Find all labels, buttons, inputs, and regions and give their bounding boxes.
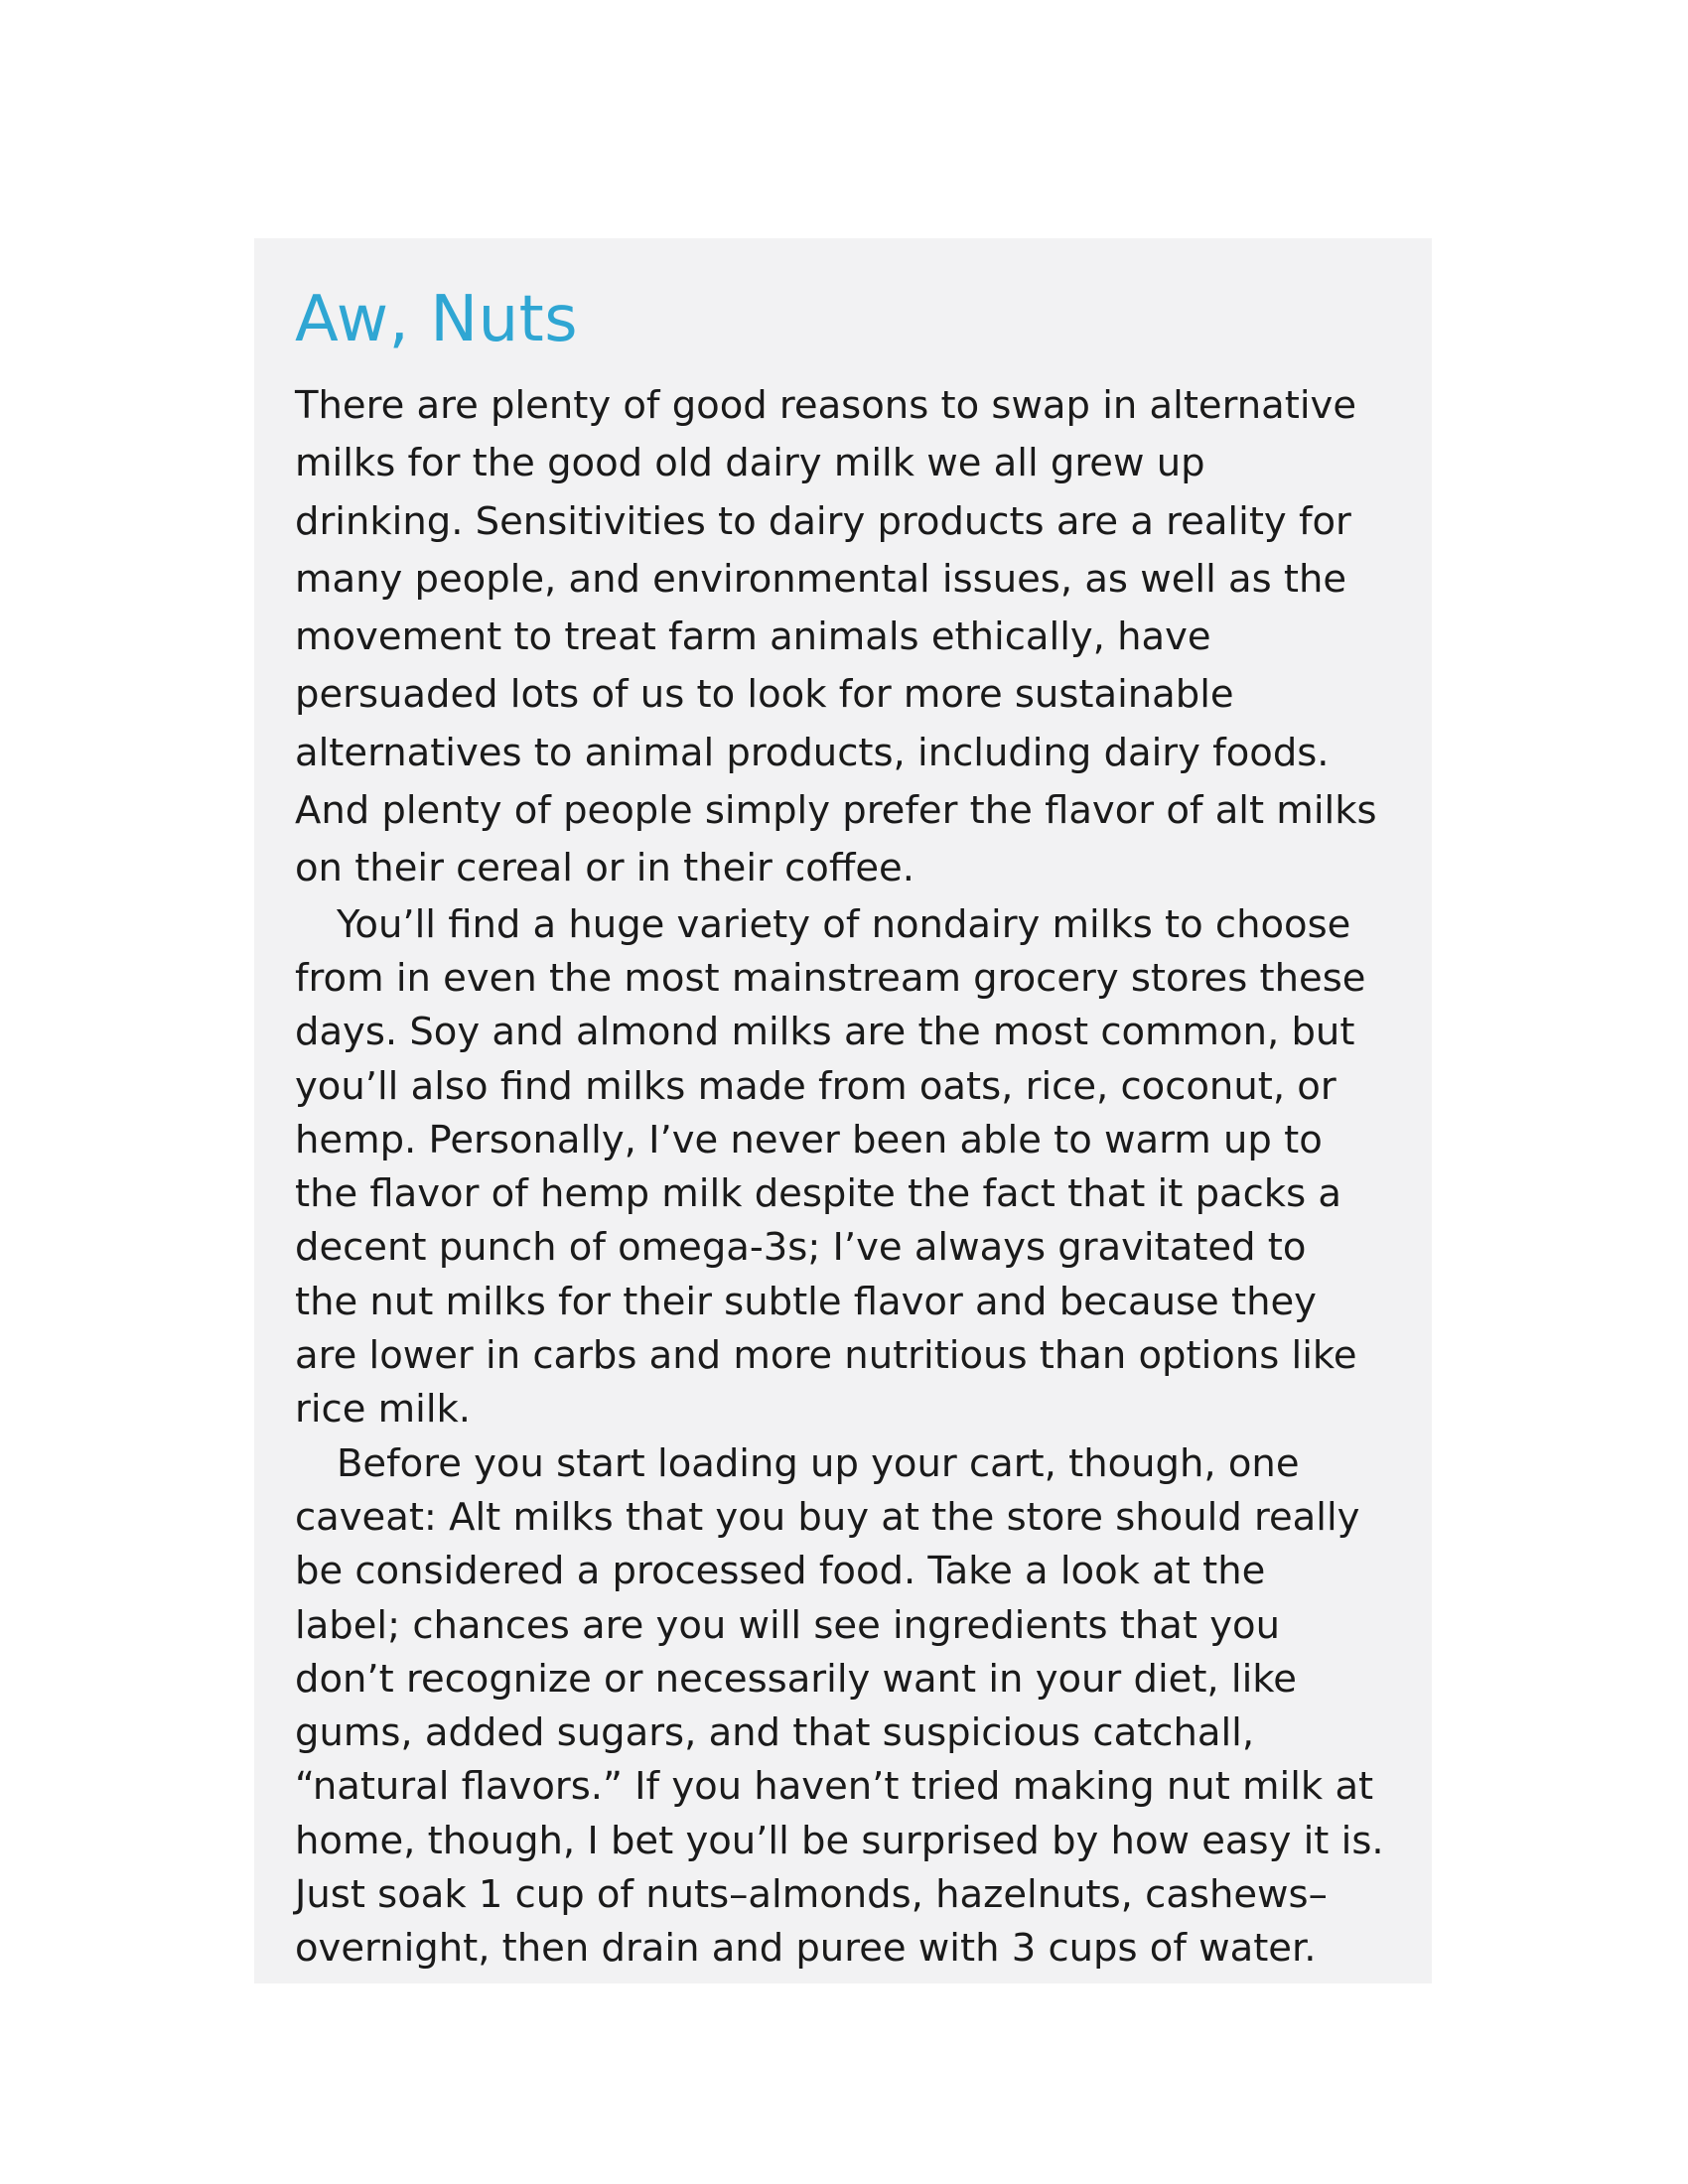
text-line: And plenty of people simply prefer the flavor of alt milks	[295, 788, 1377, 834]
paragraph-3	[295, 1437, 1404, 1977]
text-line: movement to treat farm animals ethically, have	[295, 614, 1211, 660]
text-line: you’ll also find milks made from oats, rice, coconut, or	[295, 1063, 1336, 1109]
text-line: milks for the good old dairy milk we all grew up	[295, 441, 1205, 486]
paragraph-2	[295, 898, 1404, 1437]
text-line: the nut milks for their subtle flavor and because they	[295, 1279, 1317, 1324]
text-line: persuaded lots of us to look for more sustainable	[295, 672, 1234, 718]
text-line: from in even the most mainstream grocery stores these	[295, 955, 1366, 1001]
text-line: You’ll find a huge variety of nondairy milks to choose	[337, 901, 1351, 947]
text-line: gums, added sugars, and that suspicious catchall,	[295, 1710, 1255, 1756]
text-line: the flavor of hemp milk despite the fact that it packs a	[295, 1171, 1341, 1217]
text-line: days. Soy and almond milks are the most common, but	[295, 1010, 1355, 1055]
text-line: decent punch of omega-3s; I’ve always gravitated to	[295, 1225, 1307, 1271]
text-line: There are plenty of good reasons to swap in alternative	[295, 383, 1357, 428]
text-line: rice milk.	[295, 1387, 472, 1433]
text-line: caveat: Alt milks that you buy at the store should really	[295, 1494, 1360, 1540]
sidebar-title: Aw, Nuts	[295, 283, 579, 356]
text-line: home, though, I bet you’ll be surprised by how easy it is.	[295, 1818, 1384, 1863]
text-line: many people, and environmental issues, as well as the	[295, 556, 1347, 602]
text-line: Before you start loading up your cart, though, one	[337, 1440, 1300, 1486]
text-line: drinking. Sensitivities to dairy products are a reality for	[295, 498, 1351, 544]
text-line: “natural flavors.” If you haven’t tried making nut milk at	[295, 1764, 1374, 1810]
text-line: are lower in carbs and more nutritious than options like	[295, 1333, 1357, 1379]
text-line: don’t recognize or necessarily want in your diet, like	[295, 1656, 1297, 1702]
text-line: overnight, then drain and puree with 3 cups of water.	[295, 1926, 1317, 1972]
text-line: hemp. Personally, I’ve never been able to warm up to	[295, 1117, 1323, 1162]
text-line: label; chances are you will see ingredients that you	[295, 1602, 1280, 1648]
sidebar-box	[254, 238, 1432, 1983]
text-line: on their cereal or in their coffee.	[295, 846, 914, 891]
text-line: be considered a processed food. Take a look at the	[295, 1549, 1266, 1594]
text-line: alternatives to animal products, including dairy foods.	[295, 730, 1330, 775]
text-line: Just soak 1 cup of nuts–almonds, hazelnuts, cashews–	[295, 1872, 1328, 1918]
paragraph-1	[295, 377, 1404, 898]
